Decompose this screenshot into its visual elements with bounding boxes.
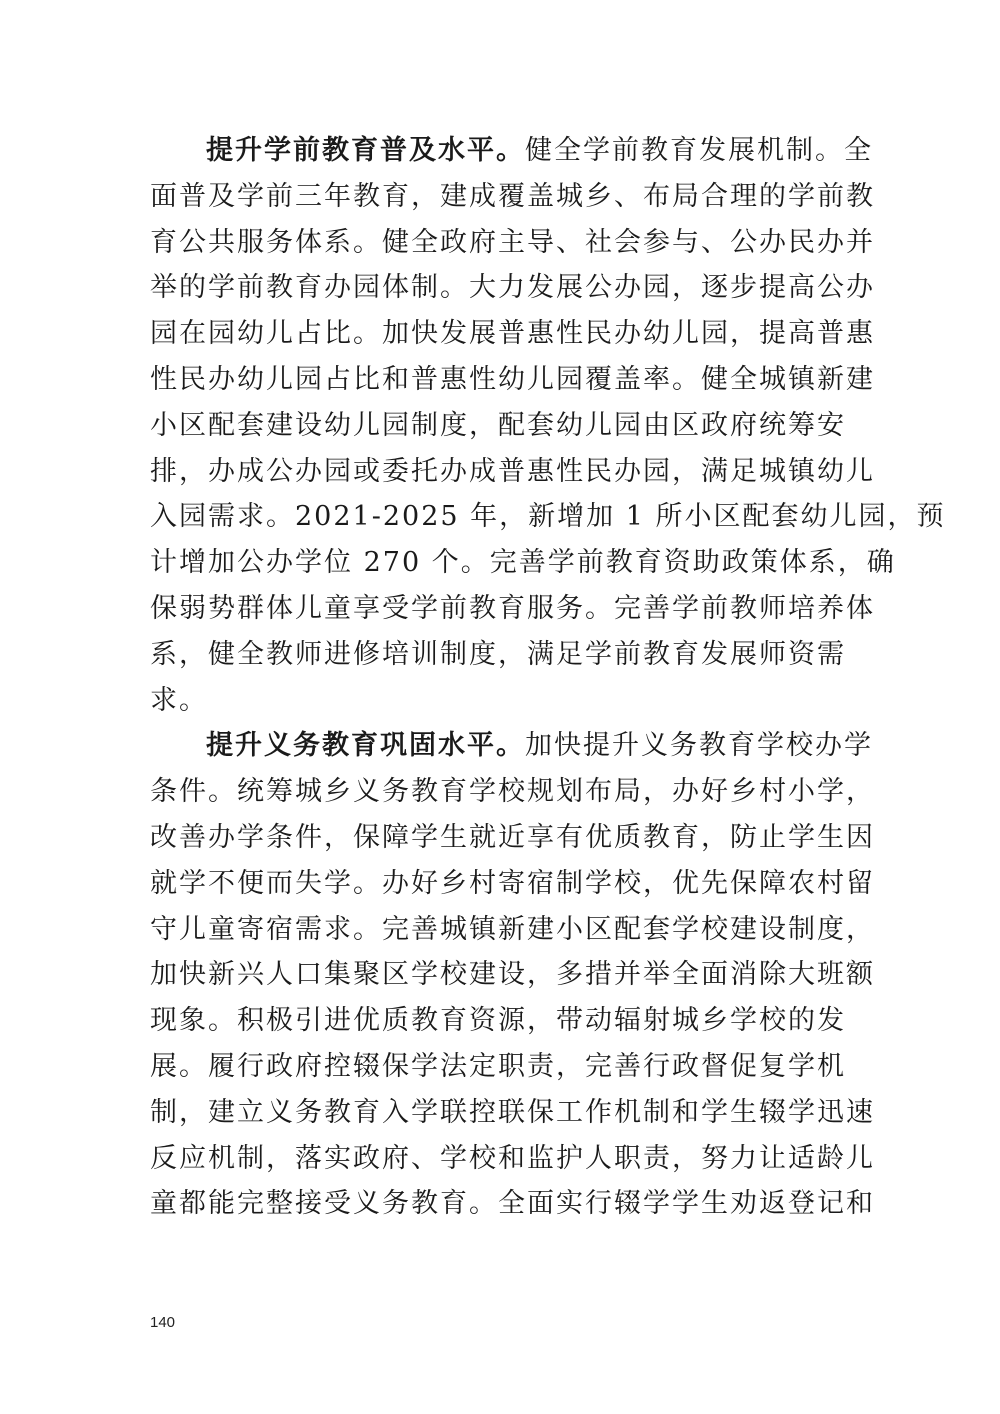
paragraph-2-line: 加快提升义务教育学校办学 xyxy=(525,730,873,762)
paragraph-1-heading: 提升学前教育普及水平。 xyxy=(206,135,525,166)
paragraph-1-first-line xyxy=(150,128,873,174)
paragraph-1-line: 园在园幼儿占比。加快发展普惠性民办幼儿园，提高普惠 xyxy=(150,318,875,350)
paragraph-1-line: 保弱势群体儿童享受学前教育服务。完善学前教师培养体 xyxy=(150,592,875,624)
paragraph-1-line: 求。 xyxy=(150,684,208,716)
paragraph-2-heading: 提升义务教育巩固水平。 xyxy=(206,730,525,762)
paragraph-2-line: 现象。积极引进优质教育资源，带动辐射城乡学校的发 xyxy=(150,1005,846,1037)
paragraph-1-line: 小区配套建设幼儿园制度，配套幼儿园由区政府统筹安 xyxy=(150,409,846,441)
page-number: 140 xyxy=(150,1314,176,1331)
paragraph-2-line: 加快新兴人口集聚区学校建设，多措并举全面消除大班额 xyxy=(150,959,875,991)
paragraph-1-line: 健全学前教育发展机制。全 xyxy=(525,135,873,166)
paragraph-2-line: 改善办学条件，保障学生就近享有优质教育，防止学生因 xyxy=(150,821,875,853)
paragraph-1-line: 入园需求。2021-2025 年，新增加 1 所小区配套幼儿园，预 xyxy=(150,501,946,533)
paragraph-2-line: 条件。统筹城乡义务教育学校规划布局，办好乡村小学， xyxy=(150,776,875,808)
paragraph-2-line: 反应机制，落实政府、学校和监护人职责，努力让适龄儿 xyxy=(150,1142,875,1174)
paragraph-2-first-line xyxy=(150,723,873,769)
paragraph-1-line: 计增加公办学位 270 个。完善学前教育资助政策体系，确 xyxy=(150,547,896,579)
paragraph-1-line: 性民办幼儿园占比和普惠性幼儿园覆盖率。健全城镇新建 xyxy=(150,363,875,395)
paragraph-1-line: 育公共服务体系。健全政府主导、社会参与、公办民办并 xyxy=(150,226,875,258)
body-text xyxy=(150,128,946,1227)
paragraph-2-line: 展。履行政府控辍保学法定职责，完善行政督促复学机 xyxy=(150,1050,846,1082)
paragraph-1-line: 排，办成公办园或委托办成普惠性民办园，满足城镇幼儿 xyxy=(150,455,875,487)
paragraph-1-line: 举的学前教育办园体制。大力发展公办园，逐步提高公办 xyxy=(150,272,875,304)
paragraph-2-line: 就学不便而失学。办好乡村寄宿制学校，优先保障农村留 xyxy=(150,867,875,899)
paragraph-2-line: 制，建立义务教育入学联控联保工作机制和学生辍学迅速 xyxy=(150,1096,875,1128)
paragraph-1-line: 系，健全教师进修培训制度，满足学前教育发展师资需 xyxy=(150,638,846,670)
paragraph-2-line: 童都能完整接受义务教育。全面实行辍学学生劝返登记和 xyxy=(150,1188,875,1220)
paragraph-2-line: 守儿童寄宿需求。完善城镇新建小区配套学校建设制度， xyxy=(150,913,875,945)
paragraph-1-line: 面普及学前三年教育，建成覆盖城乡、布局合理的学前教 xyxy=(150,180,875,212)
